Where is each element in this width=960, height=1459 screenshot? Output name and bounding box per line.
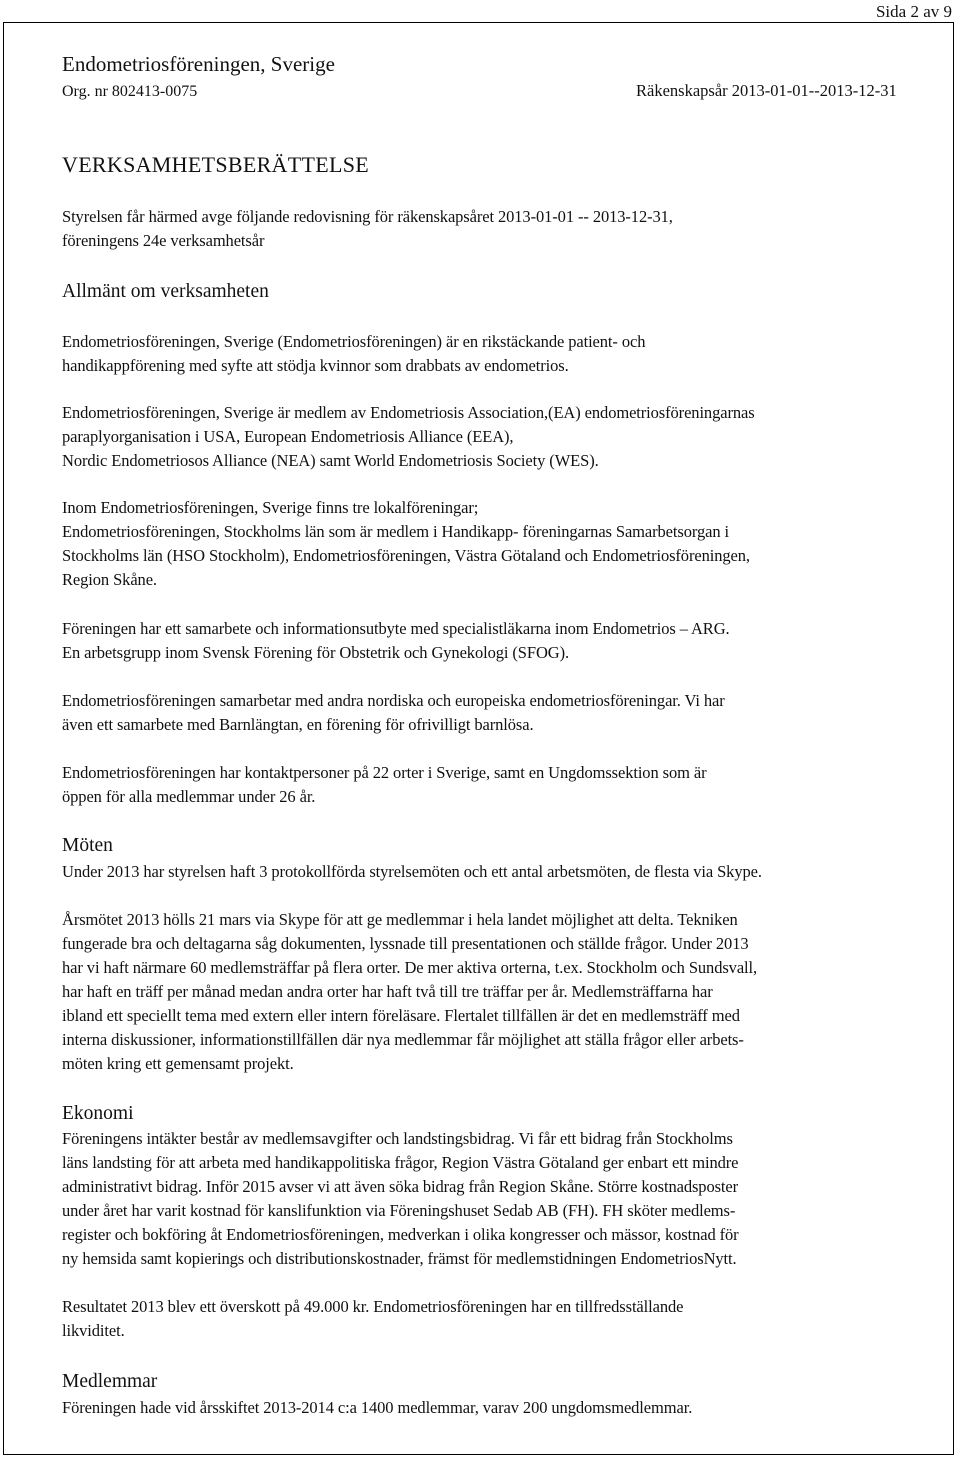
paragraph-line: Endometriosföreningen samarbetar med andra nordiska och europeiska endometriosföreningar. Vi har — [62, 691, 725, 710]
paragraph-line: Endometriosföreningen, Sverige är medlem av Endometriosis Association,(EA) endometriosföreningarnas — [62, 403, 755, 422]
paragraph-line: Årsmötet 2013 hölls 21 mars via Skype för att ge medlemmar i hela landet möjlighet att delta. Tekniken — [62, 910, 738, 929]
intro-line: föreningens 24e verksamhetsår — [62, 231, 265, 250]
paragraph-line: likviditet. — [62, 1321, 125, 1340]
fiscal-year: Räkenskapsår 2013-01-01--2013-12-31 — [636, 81, 897, 100]
paragraph-line: läns landsting för att arbeta med handikappolitiska frågor, Region Västra Götaland ger enbart ett mindre — [62, 1153, 739, 1172]
paragraph-line: administrativt bidrag. Inför 2015 avser vi att även söka bidrag från Region Skåne. Större kostnadsposter — [62, 1177, 739, 1196]
paragraph-line: Inom Endometriosföreningen, Sverige finns tre lokalföreningar; — [62, 498, 479, 517]
paragraph-line: Endometriosföreningen har kontaktpersoner på 22 orter i Sverige, samt en Ungdomssektion som är — [62, 763, 707, 782]
paragraph-line: En arbetsgrupp inom Svensk Förening för Obstetrik och Gynekologi (SFOG). — [62, 643, 569, 662]
intro-line: Styrelsen får härmed avge följande redovisning för räkenskapsåret 2013-01-01 -- 2013-12-31, — [62, 207, 673, 226]
paragraph-line: Stockholms län (HSO Stockholm), Endometriosföreningen, Västra Götaland och Endometriosföreningen, — [62, 546, 750, 565]
paragraph-line: register och bokföring åt Endometriosföreningen, medverkan i olika kongresser och mässor, kostnad för — [62, 1225, 739, 1244]
paragraph-line: Endometriosföreningen, Stockholms län som är medlem i Handikapp- föreningarnas Samarbetsorgan i — [62, 522, 729, 541]
paragraph-line: Resultatet 2013 blev ett överskott på 49.000 kr. Endometriosföreningen har en tillfredsställande — [62, 1297, 684, 1316]
paragraph-line: Föreningen hade vid årsskiftet 2013-2014 c:a 1400 medlemmar, varav 200 ungdomsmedlemmar. — [62, 1398, 693, 1417]
paragraph-line: Nordic Endometriosos Alliance (NEA) samt World Endometriosis Society (WES). — [62, 451, 599, 470]
paragraph-line: Under 2013 har styrelsen haft 3 protokollförda styrelsemöten och ett antal arbetsmöten, de flesta via Skype. — [62, 862, 762, 881]
paragraph-line: möten kring ett gemensamt projekt. — [62, 1054, 294, 1073]
paragraph-line: har vi haft närmare 60 medlemsträffar på flera orter. De mer aktiva orterna, t.ex. Stockholm och Sundsvall, — [62, 958, 758, 977]
paragraph-line: Föreningen har ett samarbete och informationsutbyte med specialistläkarna inom Endometrios – ARG. — [62, 619, 730, 638]
section-heading-moten: Möten — [62, 835, 113, 856]
section-heading-allmant: Allmänt om verksamheten — [62, 281, 269, 302]
paragraph-line: ny hemsida samt kopierings och distributionskostnader, främst för medlemstidningen EndometriosNytt. — [62, 1249, 737, 1268]
paragraph-line: öppen för alla medlemmar under 26 år. — [62, 787, 316, 806]
org-name: Endometriosföreningen, Sverige — [62, 52, 335, 76]
section-heading-medlemmar: Medlemmar — [62, 1371, 158, 1392]
document-title: VERKSAMHETSBERÄTTELSE — [62, 152, 369, 177]
paragraph-line: handikappförening med syfte att stödja kvinnor som drabbats av endometrios. — [62, 356, 569, 375]
paragraph-line: Föreningens intäkter består av medlemsavgifter och landstingsbidrag. Vi får ett bidrag från Stockholms — [62, 1129, 733, 1148]
paragraph-line: interna diskussioner, informationstillfällen där nya medlemmar får möjlighet att ställa frågor eller arbets- — [62, 1030, 744, 1049]
paragraph-line: under året har varit kostnad för kanslifunktion via Föreningshuset Sedab AB (FH). FH sköter medlems- — [62, 1201, 736, 1220]
paragraph-line: även ett samarbete med Barnlängtan, en förening för ofrivilligt barnlösa. — [62, 715, 534, 734]
section-heading-ekonomi: Ekonomi — [62, 1103, 134, 1124]
page-number: Sida 2 av 9 — [875, 2, 952, 21]
paragraph-line: Endometriosföreningen, Sverige (Endometriosföreningen) är en rikstäckande patient- och — [62, 332, 646, 351]
paragraph-line: fungerade bra och deltagarna såg dokumenten, lyssnade till presentationen och ställde frågor. Under 2013 — [62, 934, 749, 953]
paragraph-line: ibland ett speciellt tema med extern eller intern föreläsare. Flertalet tillfällen är det en medlemsträff med — [62, 1006, 740, 1025]
org-number: Org. nr 802413-0075 — [62, 83, 198, 100]
paragraph-line: paraplyorganisation i USA, European Endometriosis Alliance (EEA), — [62, 427, 514, 446]
paragraph-line: har haft en träff per månad medan andra orter har haft två till tre träffar per år. Medlemsträffarna har — [62, 982, 713, 1001]
paragraph-line: Region Skåne. — [62, 570, 157, 589]
